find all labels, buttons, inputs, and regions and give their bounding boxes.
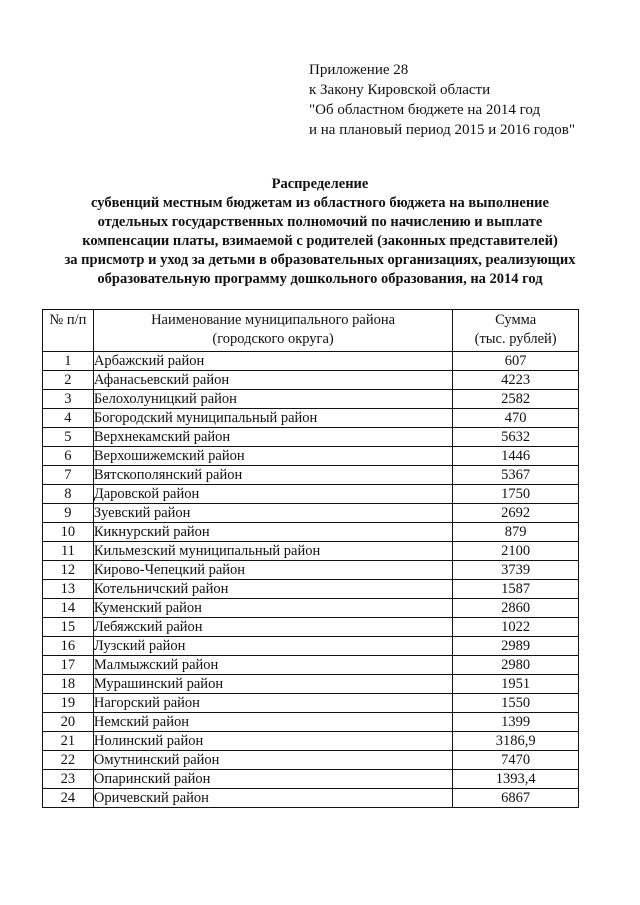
table-row — [43, 523, 579, 542]
header-name-line1: Наименование муниципального района — [151, 312, 396, 328]
district-name: Оричевский район — [93, 789, 452, 808]
district-name: Немский район — [93, 713, 452, 732]
district-name: Даровской район — [93, 485, 452, 504]
row-number: 19 — [43, 694, 94, 713]
district-name: Нолинский район — [93, 732, 452, 751]
subsidy-amount: 1587 — [453, 580, 579, 599]
row-number: 5 — [43, 428, 94, 447]
appendix-line: к Закону Кировской области — [309, 82, 491, 98]
district-name: Опаринский район — [93, 770, 452, 789]
subsidy-amount: 470 — [453, 409, 579, 428]
row-number: 7 — [43, 466, 94, 485]
title-line: компенсации платы, взимаемой с родителей (законных представителей) — [82, 233, 558, 249]
appendix-reference — [309, 60, 575, 140]
row-number: 17 — [43, 656, 94, 675]
subsidy-amount: 4223 — [453, 371, 579, 390]
header-num: № п/п — [43, 310, 94, 352]
district-name: Лебяжский район — [93, 618, 452, 637]
row-number: 15 — [43, 618, 94, 637]
subsidy-amount: 7470 — [453, 751, 579, 770]
table-header-row — [43, 310, 579, 352]
table-row — [43, 751, 579, 770]
table-row — [43, 770, 579, 789]
subsidy-amount: 1446 — [453, 447, 579, 466]
district-name: Нагорский район — [93, 694, 452, 713]
subsidy-amount: 607 — [453, 352, 579, 371]
row-number: 12 — [43, 561, 94, 580]
subsidy-amount: 1951 — [453, 675, 579, 694]
row-number: 8 — [43, 485, 94, 504]
subsidy-amount: 1550 — [453, 694, 579, 713]
row-number: 16 — [43, 637, 94, 656]
row-number: 22 — [43, 751, 94, 770]
table-row — [43, 713, 579, 732]
district-name: Вятскополянский район — [93, 466, 452, 485]
subsidy-amount: 1750 — [453, 485, 579, 504]
table-row — [43, 352, 579, 371]
table-row — [43, 732, 579, 751]
header-sum-line2: (тыс. рублей) — [474, 331, 557, 347]
district-name: Котельничский район — [93, 580, 452, 599]
row-number: 6 — [43, 447, 94, 466]
table-row — [43, 675, 579, 694]
subsidy-amount: 5632 — [453, 428, 579, 447]
district-name: Кикнурский район — [93, 523, 452, 542]
row-number: 2 — [43, 371, 94, 390]
appendix-line: Приложение 28 — [309, 62, 409, 78]
row-number: 20 — [43, 713, 94, 732]
district-name: Верхнекамский район — [93, 428, 452, 447]
title-heading: Распределение — [271, 176, 369, 192]
row-number: 24 — [43, 789, 94, 808]
table-row — [43, 580, 579, 599]
subsidy-amount: 3186,9 — [453, 732, 579, 751]
subsidy-amount: 3739 — [453, 561, 579, 580]
district-name: Кирово-Чепецкий район — [93, 561, 452, 580]
row-number: 3 — [43, 390, 94, 409]
district-name: Арбажский район — [93, 352, 452, 371]
subsidy-amount: 6867 — [453, 789, 579, 808]
header-sum — [453, 310, 579, 352]
title-line: отдельных государственных полномочий по начислению и выплате — [97, 214, 543, 230]
subsidy-amount: 2860 — [453, 599, 579, 618]
table-row — [43, 637, 579, 656]
table-row — [43, 428, 579, 447]
district-name: Малмыжский район — [93, 656, 452, 675]
table-row — [43, 447, 579, 466]
table-row — [43, 599, 579, 618]
row-number: 9 — [43, 504, 94, 523]
header-sum-line1: Сумма — [495, 312, 537, 328]
subsidy-amount: 2989 — [453, 637, 579, 656]
table-row — [43, 561, 579, 580]
subsidy-table — [42, 309, 579, 808]
district-name: Богородский муниципальный район — [93, 409, 452, 428]
table-row — [43, 409, 579, 428]
table-row — [43, 504, 579, 523]
appendix-line: "Об областном бюджете на 2014 год — [309, 102, 541, 118]
row-number: 14 — [43, 599, 94, 618]
header-name — [93, 310, 452, 352]
row-number: 21 — [43, 732, 94, 751]
table-body — [43, 352, 579, 808]
subsidy-amount: 1022 — [453, 618, 579, 637]
district-name: Афанасьевский район — [93, 371, 452, 390]
district-name: Лузский район — [93, 637, 452, 656]
row-number: 18 — [43, 675, 94, 694]
subsidy-amount: 2692 — [453, 504, 579, 523]
table-row — [43, 789, 579, 808]
table-row — [43, 694, 579, 713]
row-number: 4 — [43, 409, 94, 428]
table-row — [43, 656, 579, 675]
district-name: Омутнинский район — [93, 751, 452, 770]
row-number: 1 — [43, 352, 94, 371]
title-line: образовательную программу дошкольного образования, на 2014 год — [97, 271, 543, 287]
table-row — [43, 390, 579, 409]
subsidy-amount: 1399 — [453, 713, 579, 732]
subsidy-amount: 2980 — [453, 656, 579, 675]
table-row — [43, 542, 579, 561]
table-row — [43, 618, 579, 637]
subsidy-amount: 2100 — [453, 542, 579, 561]
table-row — [43, 485, 579, 504]
district-name: Куменский район — [93, 599, 452, 618]
title-line: субвенций местным бюджетам из областного бюджета на выполнение — [91, 195, 549, 211]
subsidy-amount: 2582 — [453, 390, 579, 409]
district-name: Белохолуницкий район — [93, 390, 452, 409]
district-name: Мурашинский район — [93, 675, 452, 694]
subsidy-amount: 879 — [453, 523, 579, 542]
row-number: 13 — [43, 580, 94, 599]
district-name: Кильмезский муниципальный район — [93, 542, 452, 561]
header-name-line2: (городского округа) — [212, 331, 334, 347]
row-number: 23 — [43, 770, 94, 789]
table-row — [43, 466, 579, 485]
subsidy-amount: 5367 — [453, 466, 579, 485]
row-number: 10 — [43, 523, 94, 542]
title-line: за присмотр и уход за детьми в образовательных организациях, реализующих — [64, 252, 576, 268]
appendix-line: и на плановый период 2015 и 2016 годов" — [309, 122, 575, 138]
table-row — [43, 371, 579, 390]
subsidy-amount: 1393,4 — [453, 770, 579, 789]
row-number: 11 — [43, 542, 94, 561]
document-title — [30, 175, 610, 289]
district-name: Верхошижемский район — [93, 447, 452, 466]
district-name: Зуевский район — [93, 504, 452, 523]
